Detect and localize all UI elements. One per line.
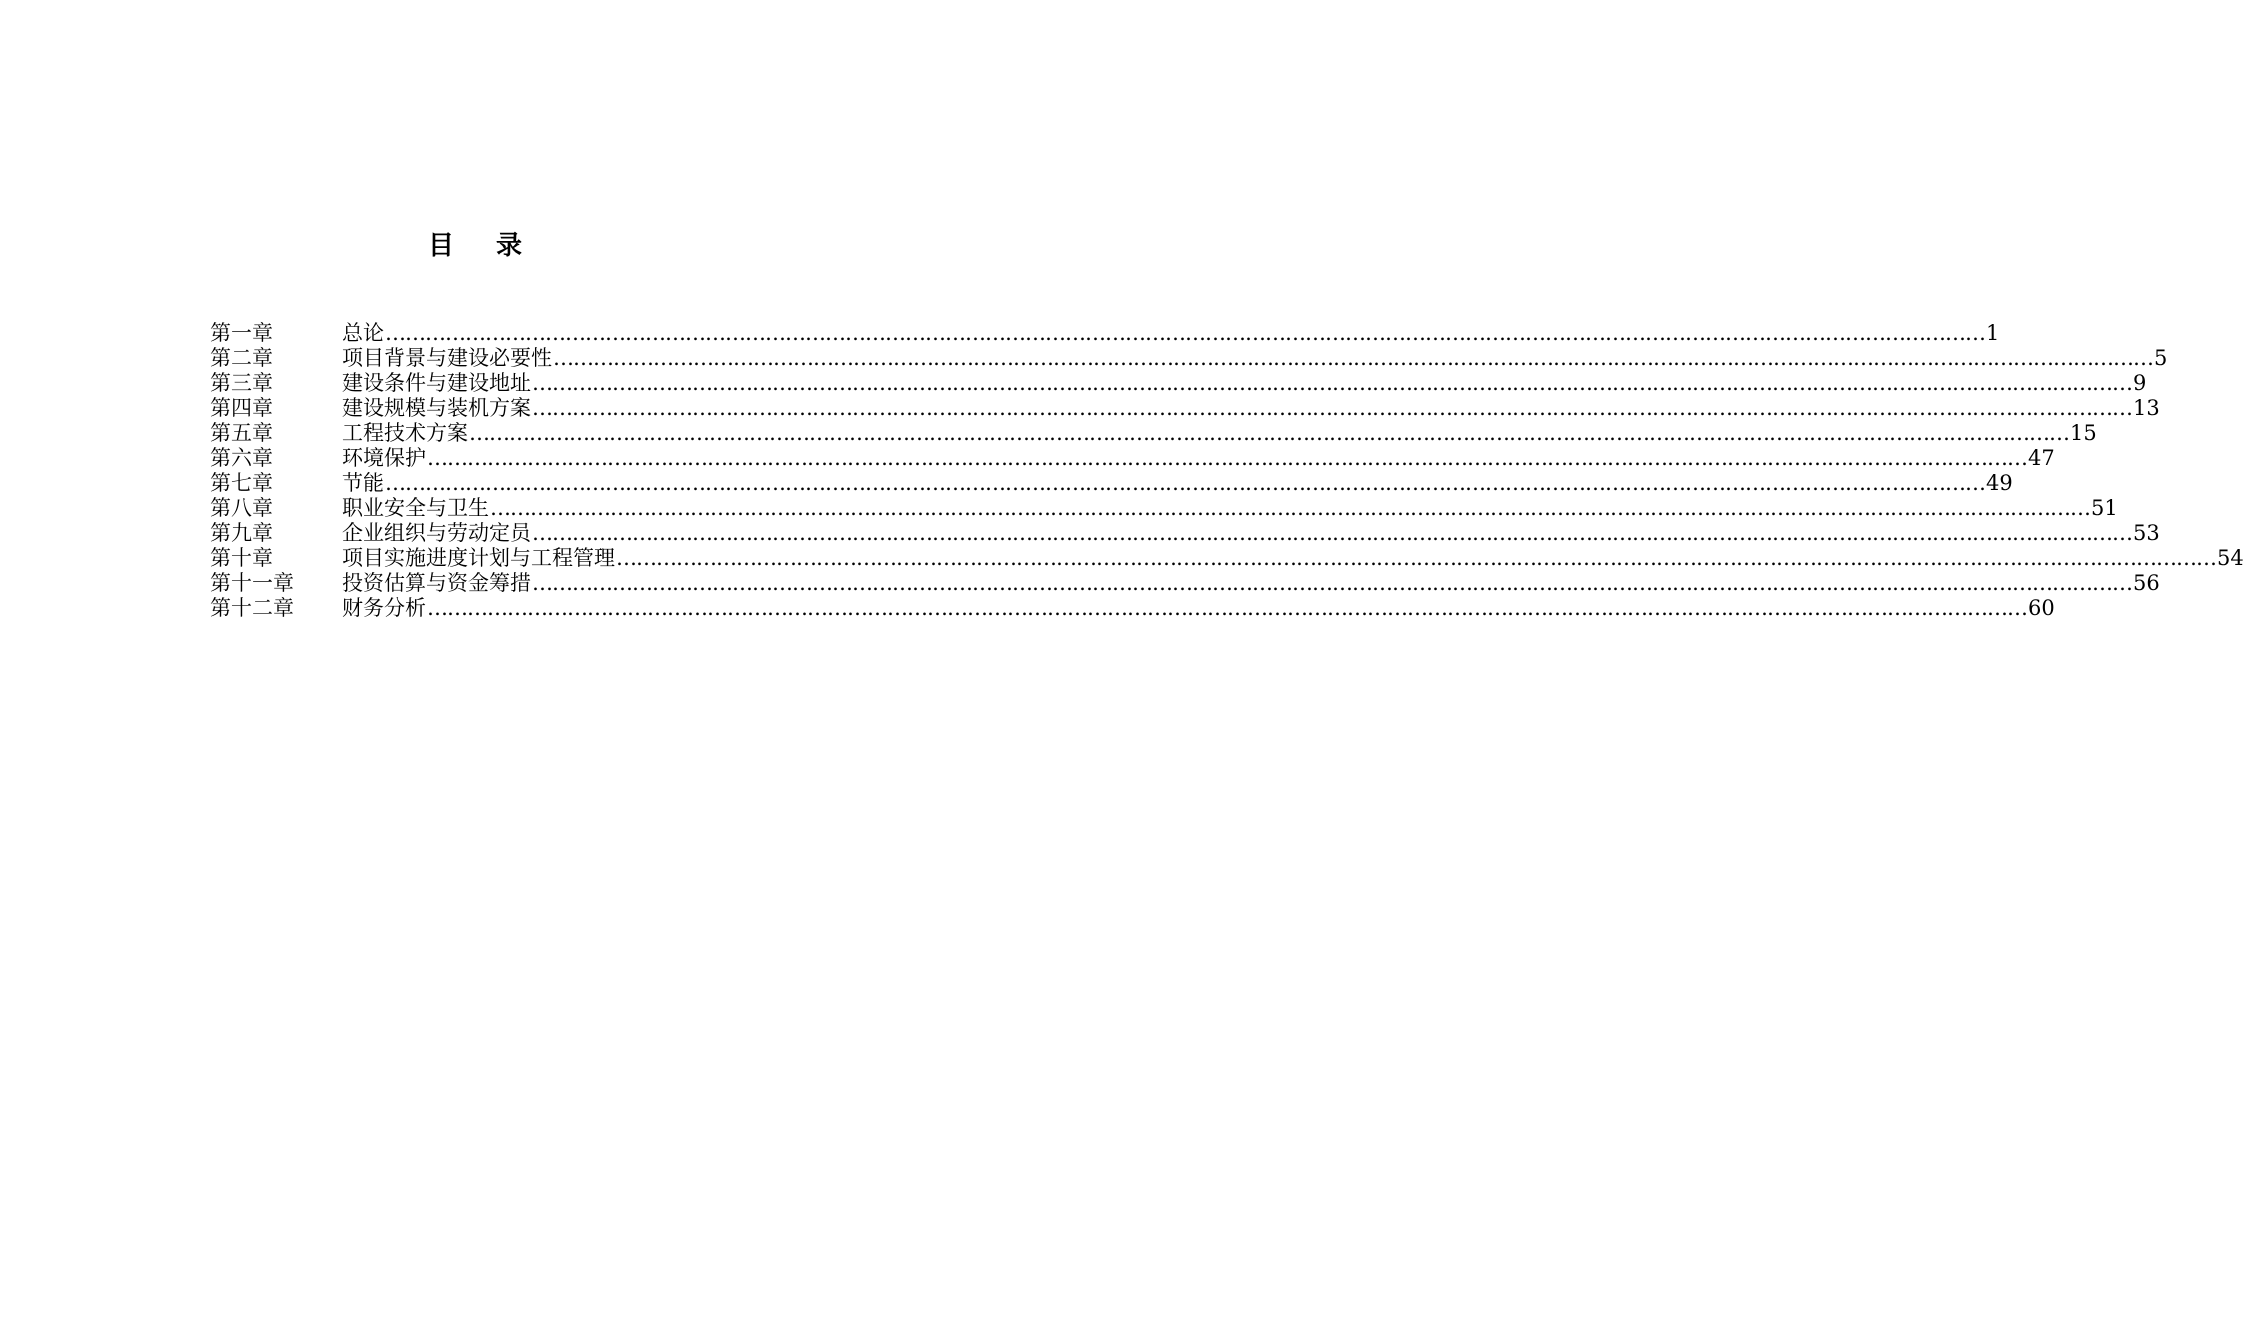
toc-entry[interactable] xyxy=(210,546,2244,571)
table-of-contents xyxy=(210,321,2244,621)
toc-chapter-title: 财务分析 xyxy=(342,596,426,620)
toc-page-number: 60 xyxy=(2028,596,2055,620)
toc-page-number: 9 xyxy=(2133,371,2147,395)
toc-dot-leader: …………………………………………………………………………………………………………………………………………………………………………………………………………………… xyxy=(532,396,2132,420)
toc-page-number: 49 xyxy=(1986,471,2013,495)
toc-entry[interactable] xyxy=(210,321,2000,346)
toc-dot-leader: …………………………………………………………………………………………………………………………………………………………………………………………………………………… xyxy=(490,496,2090,520)
toc-dot-leader: …………………………………………………………………………………………………………………………………………………………………………………………………………………… xyxy=(616,546,2216,570)
toc-entry[interactable] xyxy=(210,371,2147,396)
toc-chapter-number: 第十二章 xyxy=(210,596,294,620)
toc-dot-leader: …………………………………………………………………………………………………………………………………………………………………………………………………………………… xyxy=(427,446,2027,470)
toc-entry[interactable] xyxy=(210,496,2118,521)
toc-chapter-number: 第一章 xyxy=(210,321,273,345)
toc-dot-leader: …………………………………………………………………………………………………………………………………………………………………………………………………………………… xyxy=(427,596,2027,620)
page-title xyxy=(0,228,950,264)
toc-chapter-number: 第九章 xyxy=(210,521,273,545)
toc-chapter-title: 建设条件与建设地址 xyxy=(342,371,531,395)
toc-chapter-number: 第十章 xyxy=(210,546,273,570)
toc-dot-leader: …………………………………………………………………………………………………………………………………………………………………………………………………………………… xyxy=(532,571,2132,595)
title-char-1: 目 xyxy=(427,231,454,261)
toc-chapter-title: 建设规模与装机方案 xyxy=(342,396,531,420)
toc-entry[interactable] xyxy=(210,396,2160,421)
toc-entry[interactable] xyxy=(210,571,2160,596)
toc-entry[interactable] xyxy=(210,346,2168,371)
toc-chapter-title: 职业安全与卫生 xyxy=(342,496,489,520)
toc-chapter-title: 企业组织与劳动定员 xyxy=(342,521,531,545)
toc-chapter-title: 节能 xyxy=(342,471,384,495)
toc-dot-leader: …………………………………………………………………………………………………………………………………………………………………………………………………………………… xyxy=(532,371,2132,395)
toc-entry[interactable] xyxy=(210,421,2097,446)
toc-chapter-number: 第五章 xyxy=(210,421,273,445)
toc-chapter-title: 投资估算与资金筹措 xyxy=(342,571,531,595)
toc-chapter-title: 环境保护 xyxy=(342,446,426,470)
toc-chapter-title: 项目实施进度计划与工程管理 xyxy=(342,546,615,570)
title-char-2: 录 xyxy=(495,231,522,261)
toc-entry[interactable] xyxy=(210,521,2160,546)
toc-entry[interactable] xyxy=(210,596,2055,621)
toc-page-number: 1 xyxy=(1986,321,2000,345)
toc-page-number: 56 xyxy=(2133,571,2160,595)
toc-chapter-title: 总论 xyxy=(342,321,384,345)
toc-chapter-title: 工程技术方案 xyxy=(342,421,468,445)
toc-page-number: 13 xyxy=(2133,396,2160,420)
toc-chapter-number: 第三章 xyxy=(210,371,273,395)
toc-chapter-number: 第八章 xyxy=(210,496,273,520)
toc-page-number: 51 xyxy=(2091,496,2118,520)
toc-dot-leader: …………………………………………………………………………………………………………………………………………………………………………………………………………………… xyxy=(553,346,2153,370)
toc-dot-leader: …………………………………………………………………………………………………………………………………………………………………………………………………………………… xyxy=(385,321,1985,345)
toc-chapter-number: 第二章 xyxy=(210,346,273,370)
toc-chapter-number: 第四章 xyxy=(210,396,273,420)
toc-page-number: 54 xyxy=(2217,546,2244,570)
toc-chapter-number: 第七章 xyxy=(210,471,273,495)
toc-page-number: 5 xyxy=(2154,346,2168,370)
toc-page-number: 15 xyxy=(2070,421,2097,445)
toc-page-number: 47 xyxy=(2028,446,2055,470)
toc-dot-leader: …………………………………………………………………………………………………………………………………………………………………………………………………………………… xyxy=(532,521,2132,545)
toc-page-number: 53 xyxy=(2133,521,2160,545)
toc-chapter-number: 第六章 xyxy=(210,446,273,470)
toc-dot-leader: …………………………………………………………………………………………………………………………………………………………………………………………………………………… xyxy=(469,421,2069,445)
toc-entry[interactable] xyxy=(210,471,2013,496)
toc-dot-leader: …………………………………………………………………………………………………………………………………………………………………………………………………………………… xyxy=(385,471,1985,495)
toc-chapter-title: 项目背景与建设必要性 xyxy=(342,346,552,370)
toc-chapter-number: 第十一章 xyxy=(210,571,294,595)
toc-entry[interactable] xyxy=(210,446,2055,471)
